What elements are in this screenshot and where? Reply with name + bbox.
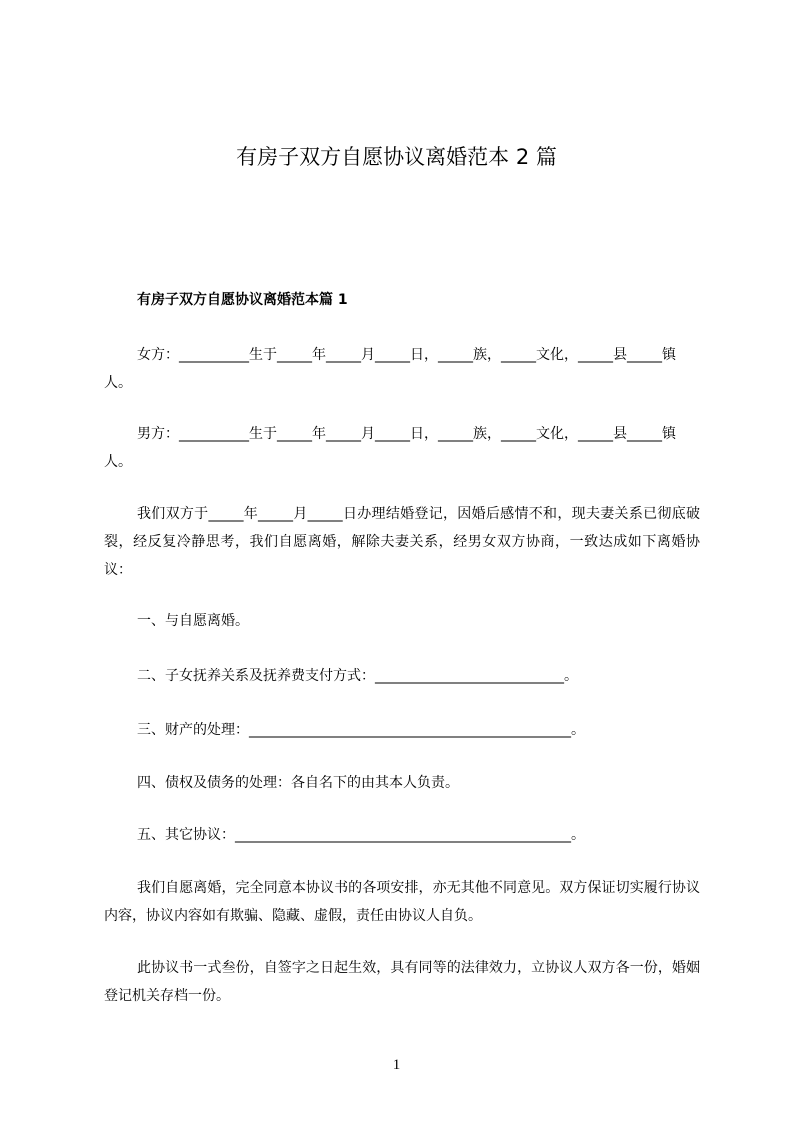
intro-paragraph: 我们双方于_____年_____月_____日办理结婚登记，因婚后感情不和，现夫妻关系已彻底破裂，经反复冷静思考，我们自愿离婚，解除夫妻关系，经男女双方协商，一致达成如下离婚协议： (104, 506, 700, 578)
clause-four: 四、债权及债务的处理：各自名下的由其本人负责。 (137, 775, 459, 791)
male-info-paragraph: 男方：__________生于_____年_____月_____日，_____族，_____文化，_____县_____镇人。 (104, 426, 676, 470)
copies-paragraph: 此协议书一式叁份，自签字之日起生效，具有同等的法律效力，立协议人双方各一份，婚姻登记机关存档一份。 (104, 960, 700, 1004)
page-number: 1 (392, 1057, 401, 1073)
section-heading: 有房子双方自愿协议离婚范本篇 1 (137, 292, 348, 308)
clause-one: 一、与自愿离婚。 (137, 613, 249, 629)
female-info-paragraph: 女方：__________生于_____年_____月_____日，_____族，_____文化，_____县_____镇人。 (104, 347, 676, 391)
document-title: 有房子双方自愿协议离婚范本 2 篇 (236, 145, 557, 169)
agreement-paragraph: 我们自愿离婚，完全同意本协议书的各项安排，亦无其他不同意见。双方保证切实履行协议内容，协议内容如有欺骗、隐藏、虚假，责任由协议人自负。 (104, 880, 700, 924)
clause-two: 二、子女抚养关系及抚养费支付方式：___________________________。 (137, 668, 578, 684)
clause-five: 五、其它协议：________________________________________________。 (137, 827, 585, 843)
clause-three: 三、财产的处理：______________________________________________。 (137, 722, 585, 738)
